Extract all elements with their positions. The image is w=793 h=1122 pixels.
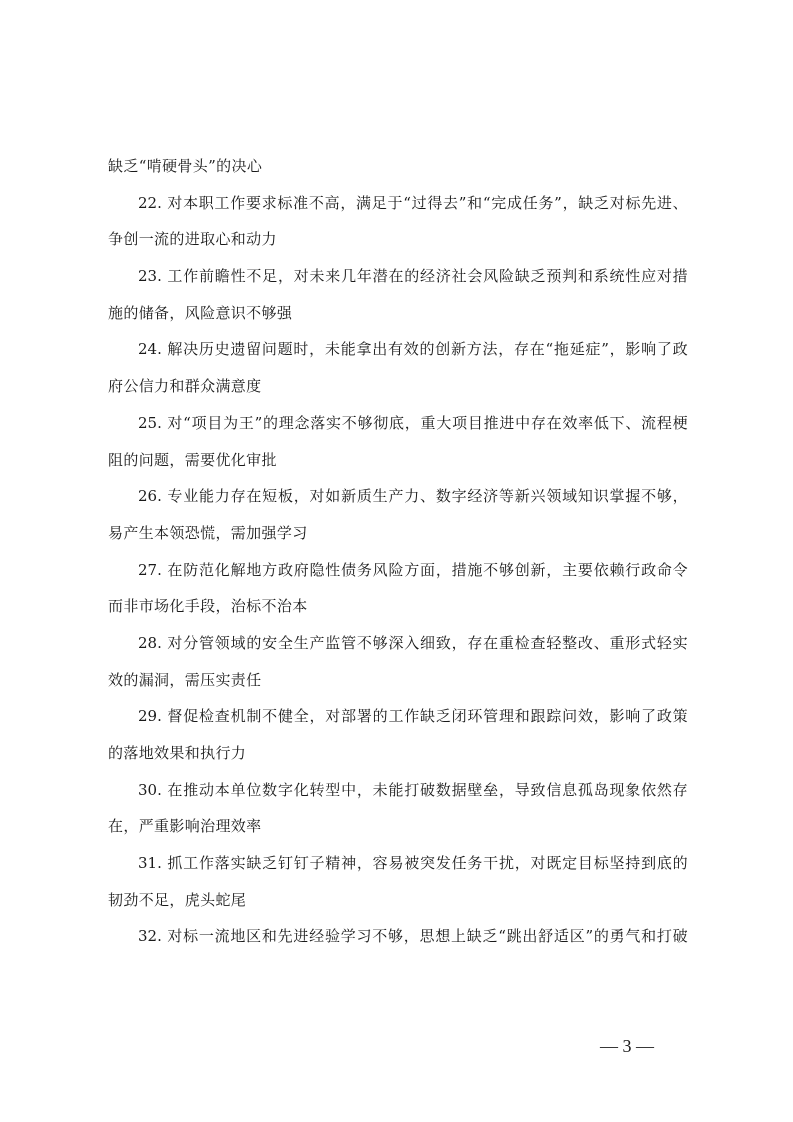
list-item-23-line-1 xyxy=(108,258,688,295)
item-number: 24. xyxy=(138,340,162,359)
item-text: 在推动本单位数字化转型中，未能打破数据壁垒，导致信息孤岛现象依然存 xyxy=(167,780,688,799)
item-number: 28. xyxy=(138,633,162,652)
page-number: — 3 — xyxy=(600,1036,654,1056)
list-item-24-line-2: 府公信力和群众满意度 xyxy=(108,377,262,396)
list-item-28-line-2: 效的漏洞，需压实责任 xyxy=(108,670,262,689)
list-item-26-line-2: 易产生本领恐慌，需加强学习 xyxy=(108,523,308,542)
item-text: 督促检查机制不健全，对部署的工作缺乏闭环管理和跟踪问效，影响了政策 xyxy=(167,707,688,726)
list-item-31-line-2: 韧劲不足，虎头蛇尾 xyxy=(108,890,247,909)
item-number: 26. xyxy=(138,487,162,506)
item-text: 对标一流地区和先进经验学习不够，思想上缺乏“跳出舒适区”的勇气和打破 xyxy=(167,927,688,946)
continuation-line: 缺乏“啃硬骨头”的决心 xyxy=(108,157,263,175)
list-item-25-line-2: 阻的问题，需要优化审批 xyxy=(108,450,277,469)
list-item-27-line-2: 而非市场化手段，治标不治本 xyxy=(108,597,308,616)
item-number: 25. xyxy=(138,413,162,432)
item-number: 22. xyxy=(138,193,162,212)
list-item-22-line-2: 争创一流的进取心和动力 xyxy=(108,230,277,249)
list-item-29-line-2: 的落地效果和执行力 xyxy=(108,744,247,762)
list-item-30-line-1 xyxy=(108,772,688,809)
item-text: 抓工作落实缺乏钉钉子精神，容易被突发任务干扰，对既定目标坚持到底的 xyxy=(167,854,688,873)
list-item-30-line-2: 在，严重影响治理效率 xyxy=(108,817,262,836)
list-item-22-line-1 xyxy=(108,185,688,222)
list-item-28-line-1 xyxy=(108,625,688,662)
list-item-31-line-1 xyxy=(108,845,688,882)
item-number: 23. xyxy=(138,267,162,286)
item-text: 在防范化解地方政府隐性债务风险方面，措施不够创新，主要依赖行政命令 xyxy=(167,560,688,579)
item-number: 32. xyxy=(138,927,162,946)
list-item-25-line-1 xyxy=(108,405,688,442)
item-number: 29. xyxy=(138,707,162,726)
list-item-29-line-1 xyxy=(108,698,688,735)
item-text: 对“项目为王”的理念落实不够彻底，重大项目推进中存在效率低下、流程梗 xyxy=(167,413,688,432)
item-text: 解决历史遗留问题时，未能拿出有效的创新方法，存在“拖延症”，影响了政 xyxy=(167,340,688,359)
list-item-27-line-1 xyxy=(108,552,688,589)
list-item-26-line-1 xyxy=(108,478,688,515)
item-text: 专业能力存在短板，对如新质生产力、数字经济等新兴领域知识掌握不够， xyxy=(167,487,688,506)
item-text: 对本职工作要求标准不高，满足于“过得去”和“完成任务”，缺乏对标先进、 xyxy=(167,193,688,212)
item-number: 31. xyxy=(138,854,162,873)
item-text: 对分管领域的安全生产监管不够深入细致，存在重检查轻整改、重形式轻实 xyxy=(167,633,688,652)
list-item-32-line-1 xyxy=(108,918,688,955)
item-number: 30. xyxy=(138,780,162,799)
item-text: 工作前瞻性不足，对未来几年潜在的经济社会风险缺乏预判和系统性应对措 xyxy=(167,267,688,286)
item-number: 27. xyxy=(138,560,162,579)
list-item-23-line-2: 施的储备，风险意识不够强 xyxy=(108,303,293,322)
list-item-24-line-1 xyxy=(108,331,688,368)
document-body xyxy=(108,148,688,955)
